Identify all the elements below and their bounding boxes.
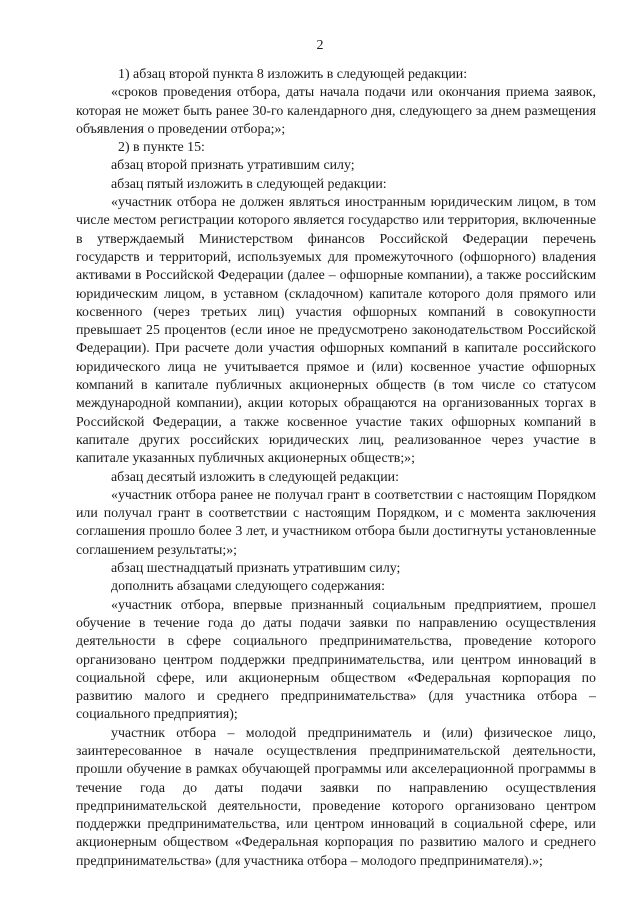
paragraph-item-1: 1) абзац второй пункта 8 изложить в следующей редакции: xyxy=(118,67,468,82)
paragraph-item-2: 2) в пункте 15: xyxy=(118,140,205,156)
paragraph-add-heading: дополнить абзацами следующего содержания: xyxy=(111,579,385,595)
page-number: 2 xyxy=(316,38,324,53)
document-body xyxy=(76,66,596,871)
paragraph-fifth-heading: абзац пятый изложить в следующей редакции: xyxy=(111,176,387,192)
paragraph-grant-requirement: «участник отбора ранее не получал грант в соответствии с настоящим Порядком или получал грант в соответствии с настоящим Порядком, и с момента заключения соглашения прошло более 3 лет, и участником отбора были достигнуты установленные соглашением результаты;»; xyxy=(76,487,596,558)
paragraph-sixteenth-void: абзац шестнадцатый признать утратившим силу; xyxy=(111,561,401,577)
paragraph-social-enterprise: «участник отбора, впервые признанный социальным предприятием, прошел обучение в течение года до даты подачи заявки по направлению осуществления деятельности в сфере социального предпринимательства, проведение которого организовано центром поддержки предпринимательства, или центром инноваций в социальной сфере, или акционерным обществом «Федеральная корпорация по развитию малого и среднего предпринимательства» (для участника отбора – социального предприятия); xyxy=(76,597,596,723)
paragraph-young-entrepreneur: участник отбора – молодой предприниматель и (или) физическое лицо, заинтересованное в начале осуществления предпринимательской деятельности, прошли обучение в рамках обучающей программы или акселерационной программы в течение года до даты подачи заявки по направлению осуществления предпринимательской деятельности, проведение которого организовано центром поддержки предпринимательства, или центром инноваций в социальной сфере, или акционерным обществом «Федеральная корпорация по развитию малого и среднего предпринимательства» (для участника отбора – молодого предпринимателя).»; xyxy=(76,725,596,869)
paragraph-tenth-heading: абзац десятый изложить в следующей редакции: xyxy=(111,469,399,485)
paragraph-quote-deadline: «сроков проведения отбора, даты начала подачи или окончания приема заявок, которая не может быть ранее 30-го календарного дня, следующего за днем размещения объявления о проведении отбора;»; xyxy=(76,85,596,137)
paragraph-second-void: абзац второй признать утратившим силу; xyxy=(111,158,355,174)
paragraph-offshore-requirement: «участник отбора не должен являться иностранным юридическим лицом, в том числе местом регистрации которого является государство или территория, включенные в утверждаемый Министерством финансов Российской Федерации перечень государств и территорий, используемых для промежуточного (офшорного) владения активами в Российской Федерации (далее – офшорные компании), а также российским юридическим лицом, в уставном (складочном) капитале которого доля прямого или косвенного (через третьих лиц) участия офшорных компаний в совокупности превышает 25 процентов (если иное не предусмотрено законодательством Российской Федерации). При расчете доли участия офшорных компаний в капитале российского юридического лица не учитывается прямое и (или) косвенное участие офшорных компаний в капитале публичных акционерных обществ (в том числе со статусом международной компании), акции которых обращаются на организованных торгах в Российской Федерации, а также косвенное участие таких офшорных компаний в капитале других российских юридических лиц, реализованное через участие в капитале указанных публичных акционерных обществ;»; xyxy=(76,195,596,467)
